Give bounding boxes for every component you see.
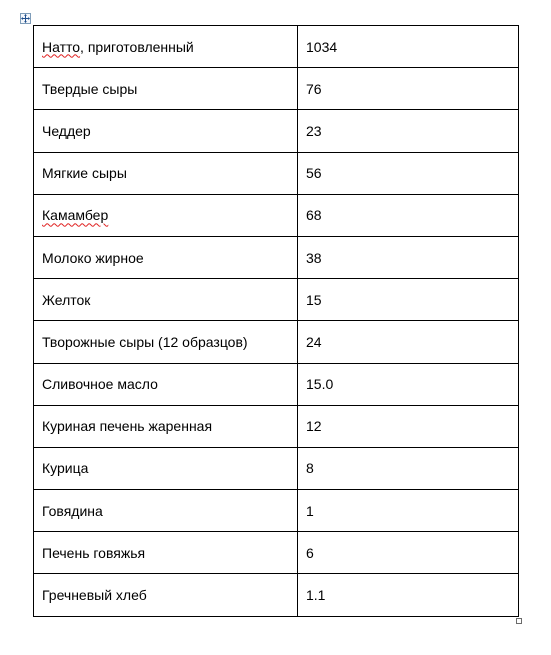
row-value-cell[interactable]: 12	[298, 405, 519, 447]
row-value-cell[interactable]: 1.1	[298, 574, 519, 616]
row-value-cell[interactable]: 1	[298, 490, 519, 532]
row-name-cell[interactable]: Мягкие сыры	[34, 152, 298, 194]
table-row	[34, 194, 519, 236]
row-name-cell[interactable]	[34, 26, 298, 68]
row-name-cell[interactable]: Творожные сыры (12 образцов)	[34, 321, 298, 363]
row-value-cell[interactable]: 56	[298, 152, 519, 194]
row-value-cell[interactable]: 15	[298, 279, 519, 321]
row-value-cell[interactable]: 68	[298, 194, 519, 236]
table-row	[34, 574, 519, 616]
table-row	[34, 447, 519, 489]
table-resize-handle-icon[interactable]	[516, 618, 522, 624]
row-value-cell[interactable]: 1034	[298, 26, 519, 68]
table-row	[34, 363, 519, 405]
move-cross-arrows-icon	[21, 14, 30, 23]
row-name-cell[interactable]: Печень говяжья	[34, 532, 298, 574]
spellcheck-word: Натто	[42, 38, 81, 55]
table-row	[34, 236, 519, 278]
row-value-cell[interactable]: 23	[298, 110, 519, 152]
row-value-cell[interactable]: 15.0	[298, 363, 519, 405]
table-row	[34, 279, 519, 321]
row-name-cell[interactable]: Молоко жирное	[34, 236, 298, 278]
table-row	[34, 321, 519, 363]
table-row	[34, 152, 519, 194]
table-row	[34, 405, 519, 447]
row-name-cell[interactable]: Говядина	[34, 490, 298, 532]
table-row	[34, 532, 519, 574]
table-row	[34, 26, 519, 68]
row-value-cell[interactable]: 6	[298, 532, 519, 574]
table-row	[34, 490, 519, 532]
table-move-handle-icon[interactable]	[20, 13, 31, 24]
row-name-cell[interactable]: Курица	[34, 447, 298, 489]
row-name-cell[interactable]: Чеддер	[34, 110, 298, 152]
data-table	[33, 25, 519, 617]
row-name-cell[interactable]: Желток	[34, 279, 298, 321]
row-value-cell[interactable]: 38	[298, 236, 519, 278]
row-name-text: , приготовленный	[80, 38, 194, 55]
row-name-cell[interactable]: Твердые сыры	[34, 68, 298, 110]
table-row	[34, 68, 519, 110]
row-name-cell[interactable]: Гречневый хлеб	[34, 574, 298, 616]
row-name-cell[interactable]: Куриная печень жаренная	[34, 405, 298, 447]
row-value-cell[interactable]: 76	[298, 68, 519, 110]
spellcheck-word: Камамбер	[42, 207, 109, 224]
row-name-cell[interactable]: Сливочное масло	[34, 363, 298, 405]
row-value-cell[interactable]: 8	[298, 447, 519, 489]
table-row	[34, 110, 519, 152]
row-name-cell[interactable]	[34, 194, 298, 236]
row-value-cell[interactable]: 24	[298, 321, 519, 363]
